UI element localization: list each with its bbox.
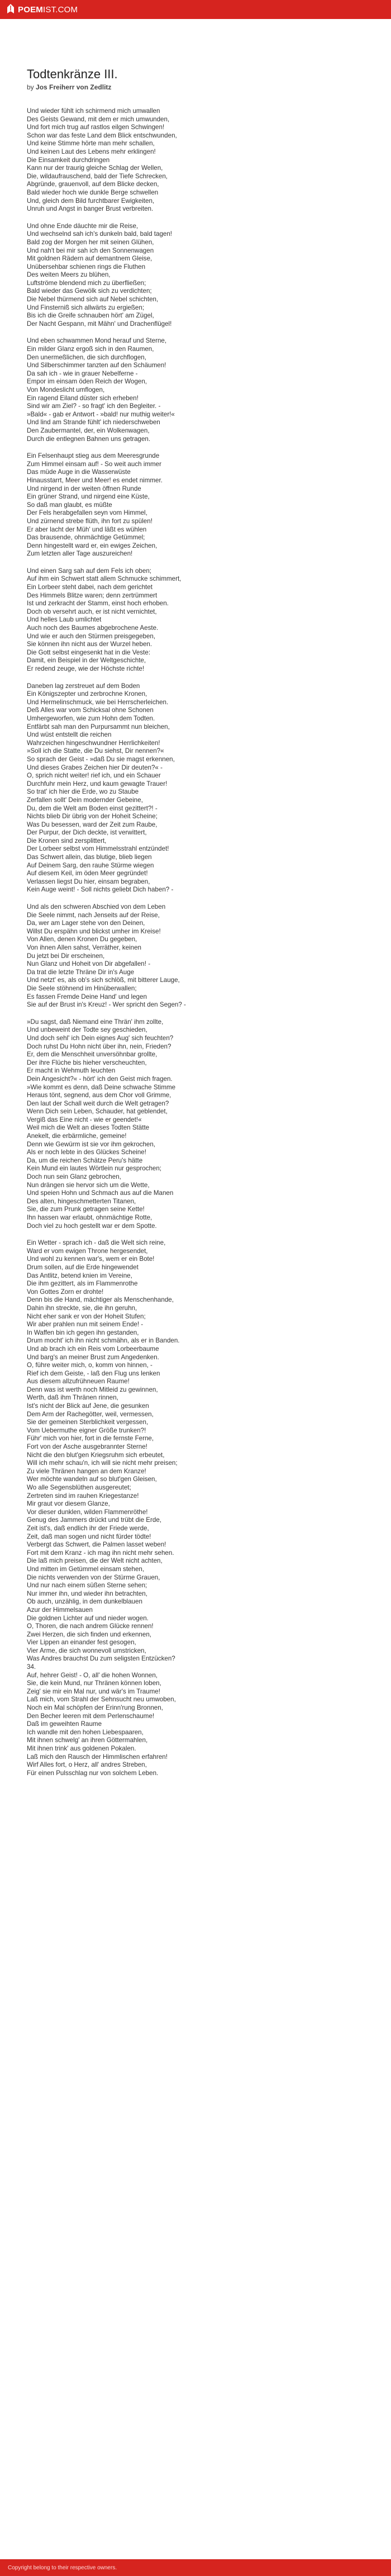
- poem-line: Auf Deinem Sarg, den rauhe Stürme wiegen: [27, 861, 154, 869]
- poem-line: Und helles Laub umlichtet: [27, 616, 102, 624]
- poem-line: Und Hermelinschmuck, wie bei Herrscherleichen.: [27, 698, 169, 706]
- poem-line: Dahin ihn streckte, sie, die ihn geruhn,: [27, 1304, 137, 1312]
- poem-line: Und barg's an meiner Brust zum Angedenken.: [27, 1353, 159, 1361]
- poem-line: Wenn Dich sein Leben, Schauder, hat geblendet,: [27, 1108, 168, 1116]
- poem-line: Nicht die den blut'gen Kriegsruhm sich erbeutet,: [27, 1451, 165, 1459]
- poem-line: Von Gottes Zorn er drohte!: [27, 1288, 104, 1296]
- poem-line: Fort von der Asche ausgebrannter Sterne!: [27, 1443, 147, 1451]
- poem-line: Ihn hassen war erlaubt, ohnmächtige Rotte,: [27, 1214, 152, 1221]
- poem-line: Der ihre Flüche bis hieher verscheuchten,: [27, 1059, 147, 1066]
- poem-line: Und netzt' es, als ob's sich schlöß, mit bitterer Lauge,: [27, 976, 180, 984]
- poem-line: Dein Angesicht?« - hört' ich den Geist mich fragen.: [27, 1075, 173, 1083]
- poem-line: Und ohne Ende däuchte mir die Reise,: [27, 222, 139, 230]
- poem-line: Die Seele nimmt, nach Jenseits auf der Reise,: [27, 911, 160, 919]
- stanza: [27, 1018, 362, 1230]
- poem-line: Auf diesem Keil, im öden Meer gegründet!: [27, 870, 148, 877]
- poem-line: Die Einsamkeit durchdringen: [27, 156, 110, 164]
- poem-line: Und wohl zu kennen war's, wem er ein Bote!: [27, 1255, 155, 1263]
- poem-line: Drum sollen, auf die Erde hingewendet: [27, 1263, 139, 1271]
- poem-line: Der Lorbeer selbst vom Himmelsstrahl entzündet!: [27, 845, 169, 853]
- poem-line: Zerfallen sollt' Dein modernder Gebeine,: [27, 796, 143, 804]
- poem-line: Und doch sehl' ich Dein eignes Aug' sich feuchten?: [27, 1034, 174, 1042]
- poem-line: Rief ich dem Geiste, - laß den Flug uns lenken: [27, 1369, 160, 1377]
- poem-line: Ein Königszepter und zerbrochne Kronen,: [27, 690, 147, 698]
- poem-line: Ist's nicht der Blick auf Jene, die gesunken: [27, 1402, 149, 1410]
- poem-line: Werth, daß ihm Thränen rinnen,: [27, 1394, 118, 1402]
- poem-line: Die Kronen sind zersplittert,: [27, 837, 107, 845]
- poem-line: Und nirgend in der weiten öffnen Runde: [27, 485, 141, 492]
- poem-line: Was Du besessen, ward der Zeit zum Raube,: [27, 820, 158, 828]
- poem-line: Denn bis die Hand, mächtiger als Menschenhande,: [27, 1296, 174, 1304]
- poem-line: Kann nur der traurig gleiche Schlag der Wellen,: [27, 164, 163, 172]
- poem-line: Denn hingestellt ward er, ein ewiges Zeichen,: [27, 542, 158, 549]
- poem-line: Durchfuhr mein Herz, und kaum gewagte Trauer!: [27, 780, 168, 787]
- poem-line: Verlassen liegst Du hier, einsam begraben,: [27, 877, 150, 885]
- poem-line: Auf, hehrer Geist! - O, all' die hohen Wonnen,: [27, 1671, 158, 1679]
- poem-line: Und speien Hohn und Schmach aus auf die Manen: [27, 1189, 174, 1197]
- poem-line: Der Nacht Gespann, mit Mähn' und Drachenflügel!: [27, 320, 172, 328]
- poem-line: Von Mondeslicht umflogen,: [27, 386, 105, 393]
- poem-line: O, sprich nicht weiter! rief ich, und ein Schauer: [27, 772, 161, 780]
- poem-line: Luftströme blendend mich zu überfließen;: [27, 279, 146, 287]
- poem-line: Doch viel zu hoch gestellt war er dem Spotte.: [27, 1222, 157, 1230]
- poem-line: Zeit ist's, daß endlich ihr der Friede werde,: [27, 1524, 149, 1532]
- poem-line: Der Fels herabgefallen seyn vom Himmel,: [27, 509, 147, 517]
- poem-line: Die ihm gezittert, als im Flammenrothe: [27, 1280, 138, 1288]
- poem-line: Sie können ihn nicht aus der Wurzel heben.: [27, 641, 152, 648]
- poem-line: Und wüst entstellt die reichen: [27, 731, 112, 739]
- poem-line: Zwei Herzen, die sich finden und erkennen,: [27, 1630, 151, 1638]
- poem-line: Ob auch, unzählig, in dem dunkelblauen: [27, 1598, 142, 1606]
- poem-line: Unruh und Angst in banger Brust verbreiten.: [27, 205, 154, 213]
- poem-line: Von Allen, denen Kronen Du gegeben,: [27, 936, 137, 943]
- poem-line: »Wie kommt es denn, daß Deine schwache Stimme: [27, 1083, 176, 1091]
- poem-line: Für einen Pulsschlag nur von solchem Leben.: [27, 1769, 159, 1777]
- poem-line: Ein Wetter - sprach ich - daß die Welt sich reine,: [27, 1239, 166, 1247]
- copyright-notice: Copyright belong to their respective owners.: [8, 2564, 117, 2571]
- author-link[interactable]: Jos Freiherr von Zedlitz: [36, 83, 112, 91]
- poem-line: Wir aber prahlen nun mit seinem Ende! -: [27, 1321, 144, 1329]
- poem-line: Mit goldnen Rädern auf demantnem Gleise,: [27, 255, 152, 263]
- poem-line: Was Andres brauchst Du zum seligsten Entzücken?: [27, 1655, 175, 1663]
- poem-line: Verbergt das Schwert, die Palmen lasset weben!: [27, 1541, 166, 1549]
- poem-line: Sind wir am Ziel? - so fragt' ich den Begleiter. -: [27, 402, 161, 410]
- poem-line: Und lind am Strande fühlt' ich niederschweben: [27, 419, 160, 426]
- poem-line: Vier Arme, die sich wonnevoll umstricken,: [27, 1647, 146, 1654]
- poem-line: »Du sagst, daß Niemand eine Thrän' ihm zollte,: [27, 1018, 164, 1026]
- poem-line: Da trat die letzte Thräne Dir in's Auge: [27, 968, 135, 976]
- poem-line: Auf ihm ein Schwert statt allem Schmucke schimmert,: [27, 575, 182, 583]
- poem-line: So trat' ich hier die Erde, wo zu Staube: [27, 788, 139, 796]
- poem-line: Ein milder Glanz ergoß sich in den Raumen,: [27, 345, 154, 353]
- poem-line: Nichts blieb Dir übrig von der Hoheit Scheine;: [27, 813, 158, 820]
- poem-line: Noch ein Mal schöpfen der Erinn'rung Bronnen,: [27, 1704, 163, 1712]
- poem-line: Bald wieder das Gewölk sich zu verdichten;: [27, 287, 152, 295]
- poem-line: Denn wie Gewürm ist sie vor ihm gekrochen,: [27, 1140, 156, 1148]
- poem-line: Wahrzeichen hingeschwundner Herrlichkeiten!: [27, 739, 160, 747]
- poem-line: Den Zaubermantel, der, ein Wolkenwagen,: [27, 426, 150, 434]
- poem-line: Und wechselnd sah ich's dunkeln bald, bald tagen!: [27, 230, 173, 238]
- poem-line: Ist und zerkracht der Stamm, einst hoch erhoben.: [27, 600, 169, 608]
- poem-line: »Soll ich die Statte, die Du siehst, Dir nennen?«: [27, 747, 164, 755]
- site-footer: [0, 2559, 391, 2576]
- poem-line: Und dieses Grabes Zeichen hier Dir deuten?« -: [27, 763, 163, 771]
- poem-line: Und wie er auch den Stürmen preisgegeben,: [27, 632, 156, 640]
- stanza: [27, 682, 362, 894]
- poem-line: Nun Glanz und Hoheit von Dir abgefallen! -: [27, 960, 151, 968]
- quill-icon[interactable]: [7, 4, 15, 15]
- poem-line: Ward er vom ewigen Throne hergesendet,: [27, 1247, 148, 1255]
- poem-line: Die Seele stöhnend im Hinüberwallen;: [27, 984, 137, 992]
- stanza: [27, 1239, 362, 1777]
- poem-line: Die, wildaufrauschend, bald der Tiefe Schrecken,: [27, 172, 168, 180]
- poem-line: Will ich mehr schau'n, ich will sie nicht mehr preisen;: [27, 1459, 178, 1467]
- poem-line: Und, gleich dem Bild furchtbarer Ewigkeiten,: [27, 197, 155, 205]
- poem-line: Des Himmels Blitze waren; denn zertrümmert: [27, 591, 158, 599]
- logo-word: POEM: [18, 4, 43, 15]
- poem-line: Vergiß das Eine nicht - wie er geendet!«: [27, 1116, 142, 1123]
- poem-line: Mir graut vor diesem Glanze,: [27, 1500, 110, 1508]
- poem-line: Da, um die reichen Schätze Peru's hätte: [27, 1156, 143, 1164]
- poem-line: Und zürnend strebe flüth, ihn fort zu spülen!: [27, 517, 152, 525]
- poem-line: Und eben schwammen Mond herauf und Sterne,: [27, 337, 167, 345]
- poem-line: Empor im einsam öden Reich der Wogen,: [27, 378, 147, 386]
- poem-line: Azur der Himmelsauen: [27, 1606, 93, 1614]
- stanza: [27, 222, 362, 329]
- poem-line: Auch noch des Baumes abgebrochene Aeste.: [27, 624, 159, 632]
- poem-line: Zum letzten aller Tage auszureichen!: [27, 550, 133, 558]
- poem-line: Des weiten Meers zu blühen,: [27, 271, 111, 279]
- poem-byline: [27, 83, 362, 92]
- stanza: [27, 567, 362, 673]
- poem-line: Die Nebel thürmend sich auf Nebel schichten,: [27, 296, 159, 303]
- poem-container: [27, 67, 362, 1786]
- poem-line: Vier Lippen an einander fest gesogen,: [27, 1639, 136, 1647]
- poem-line: Sie, die kein Mund, nur Thränen können loben,: [27, 1680, 161, 1687]
- poem-line: Laß mich den Rausch der Himmlischen erfahren!: [27, 1753, 168, 1761]
- poem-line: Und Finsterniß sich allwärts zu ergießen;: [27, 303, 145, 311]
- poem-line: Daneben lag zerstreuet auf dem Boden: [27, 682, 140, 690]
- poem-line: Schon war das feste Land dem Blick entschwunden,: [27, 131, 177, 139]
- poem-line: Und fort mich trug auf rastlos eilgen Schwingen!: [27, 124, 165, 131]
- poem-line: Mit ihnen trink' aus goldenen Pokalen.: [27, 1745, 136, 1752]
- poem-line: Denn was ist werth noch Mitleid zu gewinnen,: [27, 1386, 158, 1393]
- poem-line: Wo alle Segensblüthen ausgereutet;: [27, 1484, 131, 1491]
- poem-line: Und mitten im Getümmel einsam stehen,: [27, 1565, 145, 1573]
- poem-line: Da, wer am Lager stehe von den Deinen,: [27, 919, 145, 927]
- poem-line: Bald zog der Morgen her mit seinen Glühen,: [27, 238, 154, 246]
- poem-line: Und keinen Laut des Lebens mehr erklingen!: [27, 148, 156, 155]
- poem-line: So daß man glaubt, es müßte: [27, 501, 112, 509]
- poem-line: Die laß mich preisen, die der Welt nicht achten,: [27, 1557, 163, 1565]
- poem-line: Die nichts verwenden von der Stürme Grauen,: [27, 1573, 160, 1581]
- poem-line: Sie, die zum Prunk getragen seine Kette!: [27, 1206, 145, 1213]
- poem-line: Ein grüner Strand, und nirgend eine Küste,: [27, 493, 150, 501]
- poem-line: Des Geists Gewand, mit dem er mich umwunden,: [27, 115, 170, 123]
- poem-line: »Bald« - gab er Antwort - »bald! nur muthig weiter!«: [27, 410, 175, 418]
- poem-line: Die Gott selbst eingesenkt hat in die Veste:: [27, 648, 151, 656]
- poem-line: Hinausstarrt, Meer und Meer! es endet nimmer.: [27, 476, 163, 484]
- poem-line: Mit ihnen schwelg' an ihren Göttermahlen,: [27, 1737, 148, 1744]
- poem-line: Des alten, hingeschmetterten Titanen,: [27, 1197, 136, 1205]
- poem-line: Zeit, daß man sogen und nicht fürder tödte!: [27, 1533, 151, 1540]
- poem-line: Den Becher leeren mit dem Perlenschaume!: [27, 1712, 155, 1720]
- poem-line: 34.: [27, 1663, 36, 1671]
- poem-line: Bis ich die Greife schnauben hört' am Zügel,: [27, 312, 154, 320]
- site-logo[interactable]: [18, 5, 78, 15]
- poem-line: Doch nun sein Glanz gebrochen,: [27, 1173, 121, 1181]
- poem-line: Kein Mund ein lautes Wörtlein nur gesprochen;: [27, 1165, 162, 1173]
- poem-line: Es fassen Fremde Deine Hand' und legen: [27, 993, 147, 1000]
- poem-line: Das müde Auge in die Wasserwüste: [27, 468, 131, 476]
- poem-line: Zum Himmel einsam auf! - So weit auch immer: [27, 460, 161, 468]
- poem-line: Die goldnen Lichter auf und nieder wogen.: [27, 1614, 149, 1622]
- poem-line: Da sah ich - wie in grauer Nebelferne -: [27, 369, 138, 377]
- poem-line: Nicht eher sank er von der Hoheit Stufen;: [27, 1312, 146, 1320]
- poem-line: Den laut der Schall weit durch die Welt getragen?: [27, 1099, 169, 1107]
- poem-line: Das Antlitz, betend knien im Vereine,: [27, 1272, 132, 1279]
- poem-line: O, führe weiter mich, o, komm von hinnen, -: [27, 1361, 152, 1369]
- logo-domain: IST.COM: [42, 4, 78, 15]
- poem-line: Und unbeweint der Todte sey geschieden,: [27, 1026, 147, 1034]
- poem-title: Todtenkränze III.: [27, 67, 118, 81]
- poem-line: Sie auf der Brust in's Kreuz! - Wer spricht den Segen? -: [27, 1001, 186, 1009]
- poem-line: Du, dem die Welt am Boden einst gezittert?! -: [27, 804, 158, 812]
- poem-line: So sprach der Geist - »daß Du sie magst erkennen,: [27, 755, 175, 763]
- poem-line: Er aber lacht der Müh' und läßt es wühlen: [27, 525, 147, 533]
- poem-line: Fort mit dem Kranz - ich mag ihn nicht mehr sehen.: [27, 1549, 174, 1557]
- poem-line: Vom Uebermuthe eigner Größe trunken?!: [27, 1426, 146, 1434]
- poem-line: Wirf Alles fort, o Herz, all' andres Streben,: [27, 1761, 147, 1769]
- poem-line: Willst Du erspähn und blickst umher im Kreise!: [27, 927, 161, 935]
- poem-line: Abgründe, grauenvoll, auf dem Blicke decken,: [27, 181, 159, 188]
- poem-line: Bald wieder hoch wie dunkle Berge schwellen: [27, 188, 159, 196]
- poem-line: Entfärbt sah man den Purpursammt nun bleichen,: [27, 723, 170, 730]
- site-header: [0, 0, 391, 19]
- poem-line: Vor dieser dunklen, wilden Flammenröthe!: [27, 1508, 148, 1516]
- poem-line: Und ab brach ich ein Reis vom Lorbeerbaume: [27, 1345, 159, 1353]
- poem-line: Führ' mich von hier, fort in die fernste Ferne,: [27, 1435, 154, 1443]
- by-label: by: [27, 83, 34, 91]
- poem-line: Den unermeßlichen, die sich durchflogen,: [27, 353, 146, 361]
- poem-line: Zu viele Thränen hangen an dem Kranze!: [27, 1467, 146, 1475]
- poem-line: Dem Arm der Rachegötter, weil, vermessen,: [27, 1410, 154, 1418]
- poem-line: Doch ruhst Du Hohn nicht über ihn, nein, Frieden?: [27, 1042, 171, 1050]
- poem-line: Das Schwert allein, das blutige, blieb liegen: [27, 853, 152, 861]
- poem-line: Anekelt, die erbärmliche, gemeine!: [27, 1132, 127, 1140]
- poem-line: Durch die entlegnen Bahnen uns getragen.: [27, 435, 151, 443]
- poem-line: Und als den schweren Abschied von dem Leben: [27, 903, 166, 911]
- poem-line: Er macht in Wehmuth leuchten: [27, 1067, 116, 1075]
- poem-line: Ein Lorbeer steht dabei, nach dem gerichtet: [27, 583, 152, 591]
- poem-line: Wer möchte wandeln auf so blut'gen Gleisen,: [27, 1476, 157, 1483]
- poem-line: Aus diesem allzufrühneuen Raume!: [27, 1378, 130, 1386]
- poem-line: Der Purpur, der Dich deckte, ist verwittert,: [27, 829, 147, 837]
- poem-line: Zeig' sie mir ein Mal nur, und wär's im Traume!: [27, 1687, 160, 1695]
- poem-line: Weil mich die Welt an dieses Todten Stätte: [27, 1124, 150, 1132]
- poem-line: Er, dem die Menschheit unversöhnbar grollte,: [27, 1051, 158, 1059]
- poem-line: Umhergeworfen, wie zum Hohn dem Todten.: [27, 714, 155, 722]
- stanza: [27, 903, 362, 1009]
- poem-line: In Waffen bin ich gegen ihn gestanden,: [27, 1329, 139, 1336]
- poem-line: Und wieder fühlt ich schirmend mich umwallen: [27, 107, 160, 115]
- poem-line: Deß Alles war vom Schicksal ohne Schonen: [27, 706, 154, 714]
- poem-line: Drum mocht' ich ihn nicht schmähn, als er in Banden.: [27, 1337, 180, 1345]
- stanza: [27, 337, 362, 443]
- poem-line: Er redend zeuge, wie der Höchste richte!: [27, 665, 145, 672]
- poem-line: Laß mich, vom Strahl der Sehnsucht neu umwoben,: [27, 1696, 176, 1704]
- poem-line: Das brausende, ohnmächtige Getümmel;: [27, 534, 145, 542]
- poem-line: Unübersehbar schienen rings die Fluthen: [27, 263, 146, 271]
- poem-line: Ein ragend Eiland düster sich erheben!: [27, 394, 139, 402]
- poem-line: Genug des Jammers drückt und trübt die Erde,: [27, 1516, 162, 1524]
- poem-line: Und Silberschimmer tanzten auf den Schäumen!: [27, 362, 166, 369]
- poem-line: Und keine Stimme hörte man mehr schallen,: [27, 140, 155, 148]
- poem-line: Daß im geweihten Raume: [27, 1720, 102, 1728]
- stanza: [27, 107, 362, 214]
- poem-line: Zertreten sind im rauhen Kriegestanze!: [27, 1492, 139, 1500]
- poem-line: Und nah't bei mir sah ich den Sonnenwagen: [27, 246, 154, 254]
- poem-line: Du jetzt bei Dir erscheinen,: [27, 952, 105, 960]
- poem-line: Sie der gemeinen Sterblichkeit vergessen,: [27, 1419, 149, 1426]
- poem-line: Ich wandle mit den hohen Liebespaaren,: [27, 1728, 144, 1736]
- poem-line: Als er noch lebte in des Glückes Scheine!: [27, 1149, 146, 1156]
- poem-line: Und einen Sarg sah auf dem Fels ich oben;: [27, 567, 151, 575]
- poem-line: Nur immer ihn, und wieder ihn betrachten,: [27, 1590, 147, 1597]
- poem-line: Doch ob versehrt auch, er ist nicht vernichtet,: [27, 608, 157, 615]
- poem-line: O, Thoren, die nach andrem Glücke rennen!: [27, 1623, 154, 1630]
- stanza: [27, 452, 362, 558]
- poem-line: Und nur nach einem süßen Sterne sehen;: [27, 1582, 147, 1590]
- poem-line: Ein Felsenhaupt stieg aus dem Meeresgrunde: [27, 452, 160, 460]
- poem-line: Nun drängen sie hervor sich um die Wette,: [27, 1181, 150, 1189]
- poem-line: Kein Auge weint! - Soll nichts geliebt Dich haben? -: [27, 886, 174, 894]
- poem-line: Heraus tönt, segnend, aus dem Chor voll Grimme,: [27, 1092, 171, 1099]
- poem-body: [27, 107, 362, 1777]
- poem-line: Von ihnen Allen sahst, Verräther, keinen: [27, 944, 141, 951]
- poem-line: Damit, ein Beispiel in der Weltgeschichte,: [27, 657, 146, 665]
